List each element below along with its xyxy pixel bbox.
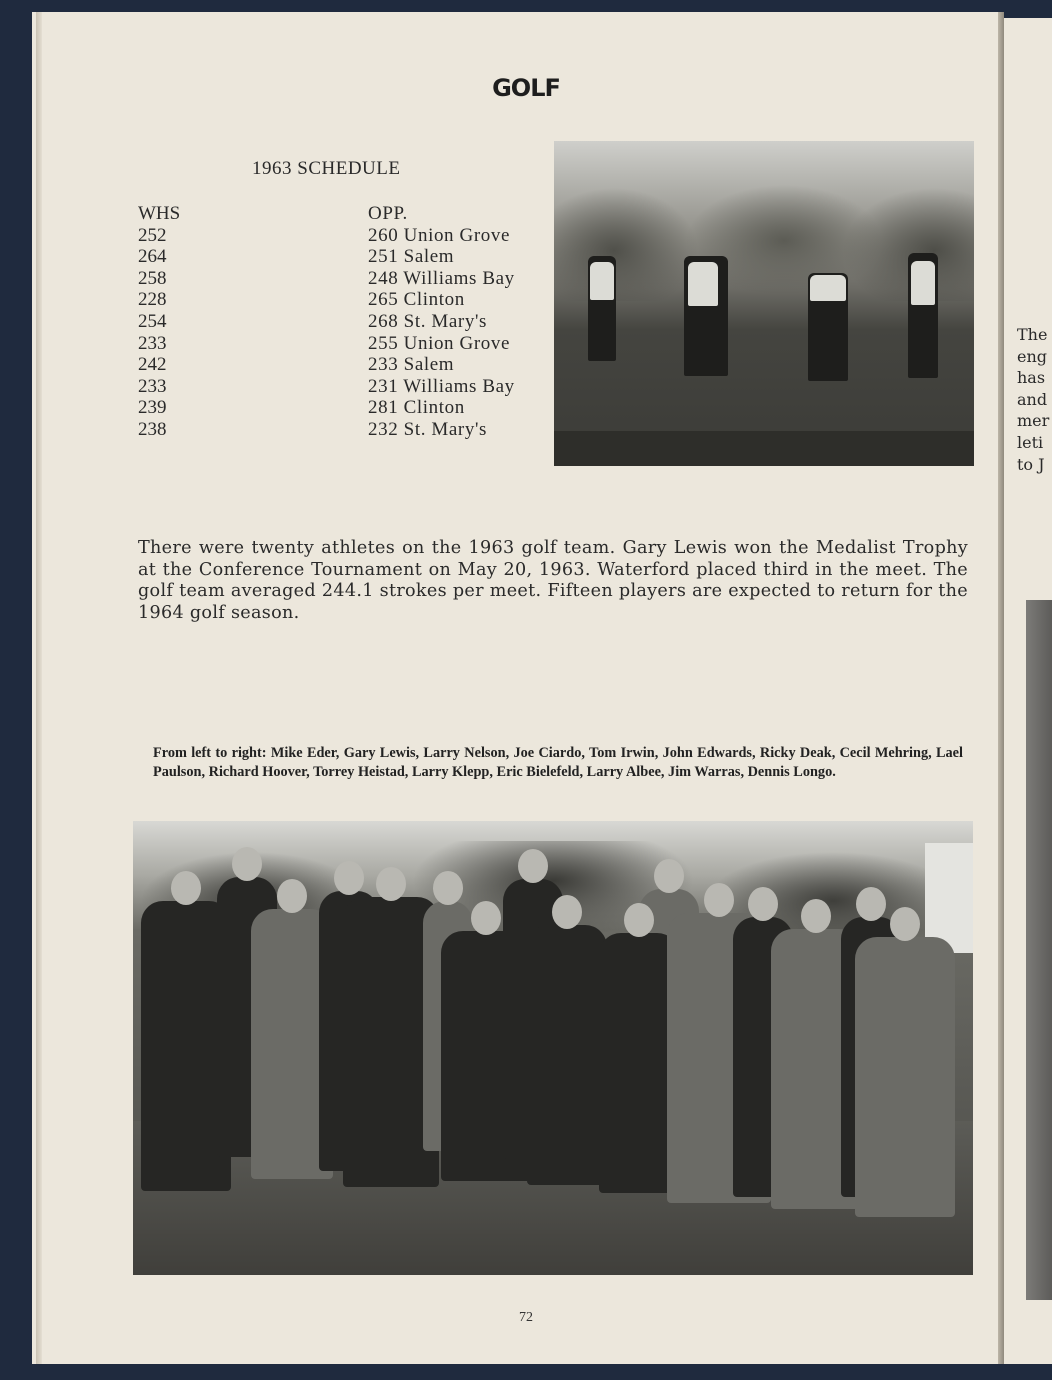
schedule-opp-score: 248 Williams Bay (368, 267, 515, 289)
golfer-figure (908, 253, 938, 378)
adjacent-page-fragment: has (1017, 368, 1046, 388)
golfer-figure (808, 273, 848, 381)
schedule-header-opp: OPP. (368, 203, 408, 224)
schedule-opp-score: 232 St. Mary's (368, 418, 487, 440)
page-edge (36, 12, 42, 1364)
adjacent-page-fragment: and (1017, 389, 1048, 409)
page-number: 72 (519, 1310, 533, 1325)
schedule-whs-score: 228 (138, 289, 167, 311)
schedule-whs-score: 252 (138, 224, 167, 246)
team-member (527, 925, 607, 1185)
page-title: GOLF (492, 74, 560, 102)
schedule-whs-score: 233 (138, 375, 167, 397)
adjacent-page (1004, 18, 1052, 1364)
article-body: There were twenty athletes on the 1963 golf team. Gary Lewis won the Medalist Trophy at the Conference Tournament on May 20, 1963. Waterford placed third in the meet. The golf team averaged 244.1 strokes per meet. Fifteen players are expected to return for the 1964 golf season. (138, 538, 968, 623)
golf-team-photo (133, 821, 973, 1275)
team-member (855, 937, 955, 1217)
photo-putting-green (554, 431, 974, 466)
schedule-whs-score: 238 (138, 418, 167, 440)
adjacent-page-fragment: to J (1017, 454, 1045, 474)
golfer-figure (588, 256, 616, 361)
schedule-whs-score: 254 (138, 310, 167, 332)
schedule-whs-score: 233 (138, 332, 167, 354)
adjacent-page-fragment: eng (1017, 346, 1048, 366)
adjacent-page-fragment: leti (1017, 432, 1044, 452)
schedule-opp-score: 231 Williams Bay (368, 375, 515, 397)
schedule-header-whs: WHS (138, 203, 181, 224)
adjacent-page-text (1017, 324, 1049, 475)
schedule-opp-score: 233 Salem (368, 354, 455, 376)
schedule-opp-score: 260 Union Grove (368, 224, 510, 246)
golfers-on-green-photo (554, 141, 974, 466)
adjacent-page-fragment: The (1017, 325, 1048, 344)
golfer-figure (684, 256, 728, 376)
team-photo-caption: From left to right: Mike Eder, Gary Lewis, Larry Nelson, Joe Ciardo, Tom Irwin, John Edwards, Ricky Deak, Cecil Mehring, Lael Paulson, Richard Hoover, Torrey Heistad, Larry Klepp, Eric Bielefeld, Larry Albee, Jim Warras, Dennis Longo. (153, 745, 963, 780)
schedule-opp-score: 268 St. Mary's (368, 310, 487, 332)
schedule-whs-score: 242 (138, 354, 167, 376)
schedule-title: 1963 SCHEDULE (252, 158, 401, 179)
adjacent-page-photo (1026, 600, 1052, 1300)
adjacent-page-fragment: mer (1017, 411, 1050, 431)
schedule-opp-score: 255 Union Grove (368, 332, 510, 354)
schedule-whs-score: 239 (138, 397, 167, 419)
schedule-whs-score: 258 (138, 267, 167, 289)
schedule-opp-score: 281 Clinton (368, 397, 465, 419)
schedule-whs-column (138, 203, 180, 441)
schedule-opp-score: 251 Salem (368, 246, 455, 268)
schedule-opp-score: 265 Clinton (368, 289, 465, 311)
schedule-opp-column (368, 203, 515, 441)
schedule-whs-score: 264 (138, 246, 167, 268)
